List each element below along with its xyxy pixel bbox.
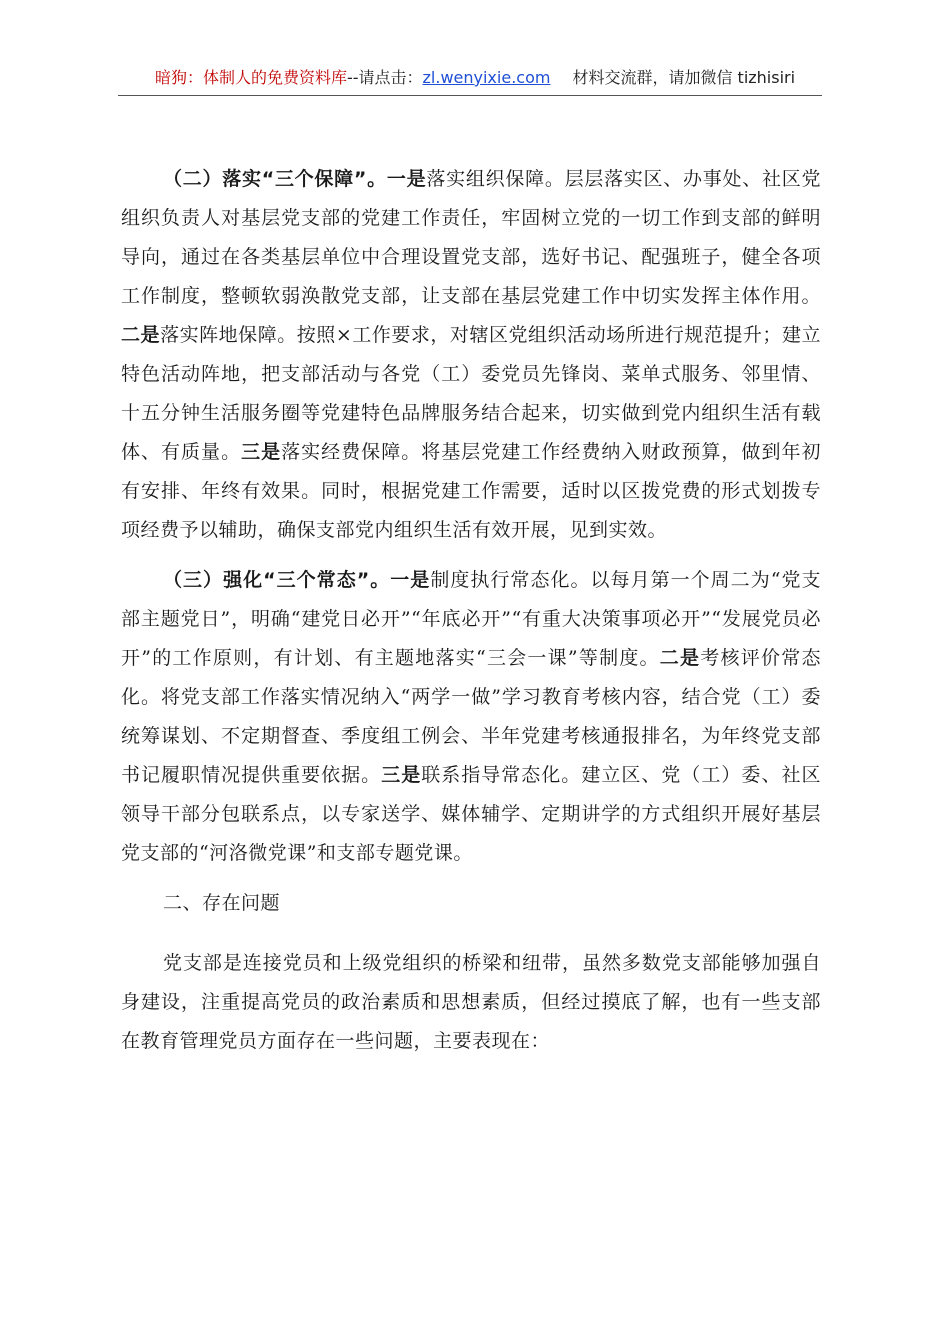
s3-text-2: 考核评价常态化。将党支部工作落实情况纳入“两学一做”学习教育考核内容，结合党（工）委统筹谋划、不定期督查、季度组工例会、半年党建考核通报排名，为年终党支部书记履职情况提供重要依据。 (121, 647, 821, 786)
header-divider (118, 95, 822, 96)
s3-lead-3: 三是 (381, 764, 422, 786)
s3-text-1: 制度执行常态化。以每月第一个周二为“党支部主题党日”，明确“建党日必开”“年底必开”“有重大决策事项必开”“发展党员必开”的工作原则，有计划、有主题地落实“三会一课”等制度。 (121, 569, 821, 669)
s3-text-3: 联系指导常态化。建立区、党（工）委、社区领导干部分包联系点，以专家送学、媒体辅学、定期讲学的方式组织开展好基层党支部的“河洛微党课”和支部专题党课。 (121, 764, 821, 864)
section-2-paragraph (121, 160, 821, 550)
header-link[interactable]: zl.wenyixie.com (422, 68, 551, 87)
problems-heading: 二、存在问题 (163, 892, 281, 914)
document-body (121, 160, 821, 1061)
s2-lead-1: 一是 (386, 168, 427, 190)
section-3-paragraph (121, 561, 821, 873)
section-3-title: （三）强化“三个常态”。 (163, 569, 391, 591)
header-prompt: --请点击： (346, 68, 423, 87)
s2-text-3: 落实经费保障。将基层党建工作经费纳入财政预算，做到年初有安排、年终有效果。同时，根据党建工作需要，适时以区拨党费的形式划拨专项经费予以辅助，确保支部党内组织生活有效开展，见到实效。 (121, 441, 821, 541)
s3-lead-1: 一是 (390, 569, 431, 591)
header-contact: 材料交流群，请加微信 tizhisiri (572, 68, 796, 87)
header-brand: 暗狗：体制人的免费资料库 (154, 68, 347, 87)
s3-lead-2: 二是 (659, 647, 701, 669)
problems-paragraph: 党支部是连接党员和上级党组织的桥梁和纽带，虽然多数党支部能够加强自身建设，注重提高党员的政治素质和思想素质，但经过摸底了解，也有一些支部在教育管理党员方面存在一些问题，主要表现在： (121, 952, 821, 1052)
s2-lead-2: 二是 (121, 324, 161, 346)
section-2-title: （二）落实“三个保障”。 (163, 168, 387, 190)
page-header (0, 66, 950, 90)
s2-text-2: 落实阵地保障。按照×工作要求，对辖区党组织活动场所进行规范提升；建立特色活动阵地，把支部活动与各党（工）委党员先锋岗、菜单式服务、邻里情、十五分钟生活服务圈等党建特色品牌服务结合起来，切实做到党内组织生活有载体、有质量。 (121, 324, 821, 463)
s2-lead-3: 三是 (241, 441, 282, 463)
s2-text-1: 落实组织保障。层层落实区、办事处、社区党组织负责人对基层党支部的党建工作责任，牢固树立党的一切工作到支部的鲜明导向，通过在各类基层单位中合理设置党支部，选好书记、配强班子，健全各项工作制度，整顿软弱涣散党支部，让支部在基层党建工作中切实发挥主体作用。 (121, 168, 821, 307)
